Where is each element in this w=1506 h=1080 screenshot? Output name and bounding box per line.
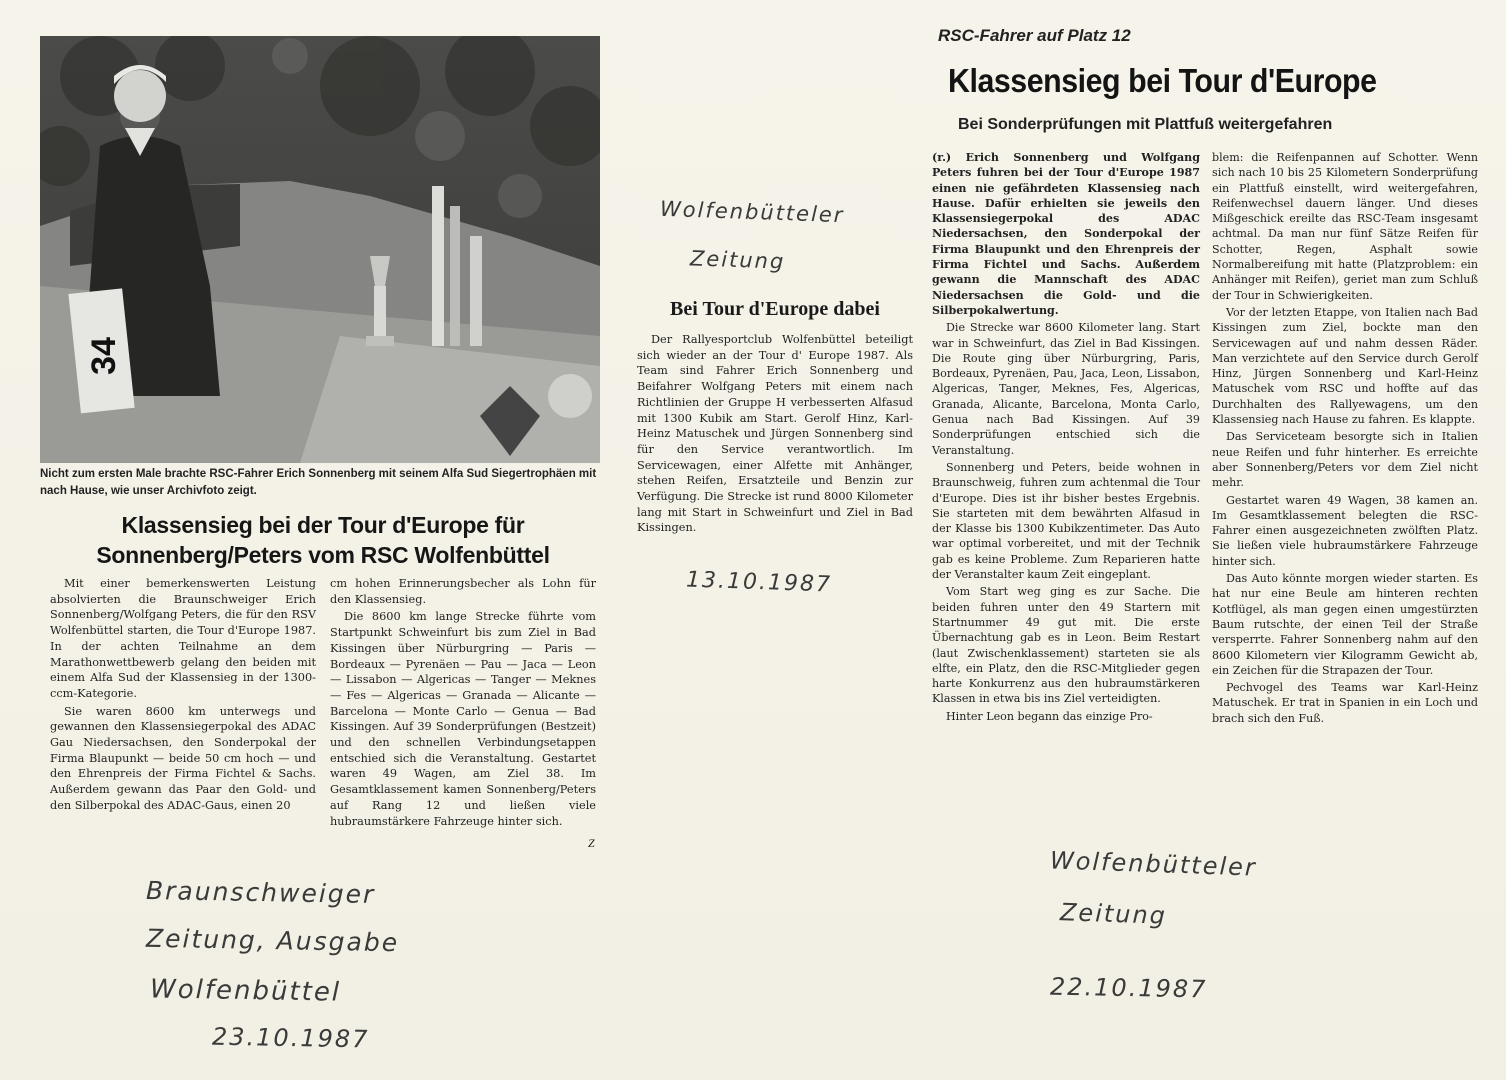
right-subheadline: Bei Sonderprüfungen mit Plattfuß weitergefahren <box>958 116 1333 133</box>
right-col-1 <box>932 150 1200 724</box>
handwriting-line: Wolfenbütteler <box>659 196 845 228</box>
right-headline: Klassensieg bei Tour d'Europe <box>948 62 1377 99</box>
paragraph: (r.) Erich Sonnenberg und Wolfgang Peters fuhren bei der Tour d'Europe 1987 einen nie gefährdeten Klassensieg nach Hause. Dafür erhielten sie jeweils den Klassensiegerpokal des ADAC Niedersachsen, den Sonderpokal der Firma Blaupunkt und den Ehrenpreis der Firma Fichtel und Sachs. Außerdem gewann die Mannschaft des ADAC Niedersachsen die Gold- und die Silberpokalwertung. <box>932 151 1200 317</box>
handwritten-date: 13.10.1987 <box>685 567 833 598</box>
paragraph: Das Auto könnte morgen wieder starten. Es hat nur eine Beule am hinteren rechten Kotflügel, als man gegen einen umgestürzten Baum rutschte, der einen Teil der Straße versperrte. Fahrer Sonnenberg nahm auf den 8600 Kilometern vier Kilogramm Gewicht ab, ein Zeichen für die Strapazen der Tour. <box>1212 572 1478 677</box>
middle-body <box>637 332 913 536</box>
handwritten-date: 22.10.1987 <box>1049 972 1208 1004</box>
paragraph: Vom Start weg ging es zur Sache. Die beiden fuhren unter den 49 Startern mit Startnummer 49 gut mit. Die erste Übernachtung gab es in Leon. Beim Restart (laut Zwischenklassement) starteten sie als elfte, ein Platz, den die RSC-Mitglieder gegen harte Konkurrenz aus den hubraumstärkeren Klassen in etwa bis ins Ziel verteidigten. <box>932 585 1200 706</box>
end-mark: Z <box>588 836 595 850</box>
handwriting-line: Braunschweiger <box>145 876 376 909</box>
paragraph: Mit einer bemerkenswerten Leistung absolvierten die Braunschweiger Erich Sonnenberg/Wolfgang Peters, die für den RSV Wolfenbüttel starten, die Tour d'Europe 1987. In der achten Teilnahme an dem Marathonwettbewerb gelang den beiden mit einem Alfa Sud der Klassensieg in der 1300-ccm-Kategorie. <box>50 577 316 700</box>
photo-caption: Nicht zum ersten Male brachte RSC-Fahrer Erich Sonnenberg mit seinem Alfa Sud Siegertrophäen mit nach Hause, wie unser Archivfoto zeigt. <box>40 468 597 497</box>
handwritten-date: 23.10.1987 <box>211 1022 370 1054</box>
paragraph: Sonnenberg und Peters, beide wohnen in Braunschweig, fuhren zum achtenmal die Tour d'Europe. Dies ist ihr bisher bestes Ergebnis. Sie starteten mit dem bewährten Alfasud in der Klasse bis 1300 Kubikzentimeter. Das Auto war optimal vorbereitet, und mit der Technik gab es keine Probleme. Zum Reparieren hatte der Veranstalter kaum Zeit eingeplant. <box>932 460 1200 582</box>
paragraph: blem: die Reifenpannen auf Schotter. Wenn sich nach 10 bis 25 Kilometern Sonderprüfung ein Plattfuß einstellt, wird weitergefahren, Reifenwechsel dauern länger. Und dieses Mißgeschick ereilte das RSC-Team insgesamt achtmal. Da man nur fünf Sätze Reifen für Schotter, Regen, Asphalt sowie Normalbereifung mit hatte (Platzproblem: ein Anhänger mit Reifen), geriet man zum Schluß der Tour in Schwierigkeiten. <box>1212 151 1478 302</box>
right-col-2 <box>1212 150 1478 726</box>
paragraph: Die Strecke war 8600 Kilometer lang. Start war in Schweinfurt, das Ziel in Bad Kissingen. Die Route ging über Nürburgring, Paris, Bordeaux, Pyrenäen, Pau, Jaca, Leon, Lissabon, Algericas, Tanger, Meknes, Fes, Algericas, Granada, Alicante, Barcelona, Monta Carlo, Genua nach Bad Kissingen. Auf 39 Sonderprüfungen entschied sich die Veranstaltung. <box>932 321 1200 457</box>
paragraph: Das Serviceteam besorgte sich in Italien neue Reifen und fuhr hinterher. Es erreichte aber Sonnenberg/Peters vor dem Ziel nicht mehr. <box>1212 430 1478 490</box>
left-col-1 <box>50 576 316 814</box>
paragraph: Pechvogel des Teams war Karl-Heinz Matuschek. Er trat in Spanien in ein Loch und brach sich den Fuß. <box>1212 681 1478 725</box>
paragraph: Der Rallyesportclub Wolfenbüttel beteiligt sich wieder an der Tour d' Europe 1987. Als Team sind Fahrer Erich Sonnenberg und Beifahrer Wolfgang Peters mit einem nach Richtlinien der Gruppe H verbesserten Alfasud mit 1300 Kubik am Start. Gerolf Hinz, Karl-Heinz Matuschek und Jürgen Sonnenberg sind für den Service verantwortlich. Im Servicewagen, einer Alfette mit Anhänger, stehen Reifen, Ersatzteile und Benzin zur Verfügung. Die Strecke ist rund 8000 Kilometer lang mit Start in Schweinfurt und Ziel in Bad Kissingen. <box>637 333 913 535</box>
paragraph: Gestartet waren 49 Wagen, 38 kamen an. Im Gesamtklassement belegten die RSC-Fahrer einen ausgezeichneten zwölften Platz. Sie ließen viele hubraumstärkere Fahrzeuge hinter sich. <box>1212 493 1478 568</box>
paragraph: Die 8600 km lange Strecke führte vom Startpunkt Schweinfurt bis zum Ziel in Bad Kissingen über Nürburgring — Paris — Bordeaux — Pyrenäen — Pau — Jaca — Leon — Lissabon — Algericas — Tanger — Meknes — Fes — Algericas — Granada — Alicante — Barcelona — Monte Carlo — Genua — Bad Kissingen. Auf 39 Sonderprüfungen (Bestzeit) und den schnellen Verbindungsetappen entschied sich die Veranstaltung. Gestartet waren 49 Wagen, am Ziel 38. Im Gesamtklassement kamen Sonnenberg/Peters auf Rang 12 und ließen viele hubraumstärkere Fahrzeuge hinter sich. <box>330 610 596 828</box>
right-kicker: RSC-Fahrer auf Platz 12 <box>938 26 1131 45</box>
paragraph: Sie waren 8600 km unterwegs und gewannen den Klassensiegerpokal des ADAC Gau Niedersachsen, den Sonderpokal der Firma Blaupunkt — beide 50 cm hoch — und den Ehrenpreis der Firma Fichtel & Sachs. Außerdem gewann das Paar den Gold- und den Silberpokal des ADAC-Gaus, einen 20 <box>50 704 316 812</box>
paragraph: cm hohen Erinnerungsbecher als Lohn für den Klassensieg. <box>330 577 596 606</box>
middle-headline: Bei Tour d'Europe dabei <box>670 298 880 320</box>
handwriting-line: Wolfenbütteler <box>1049 846 1258 882</box>
left-headline: Klassensieg bei der Tour d'Europe für Sonnenberg/Peters vom RSC Wolfenbüttel <box>96 512 550 568</box>
paragraph: Hinter Leon begann das einzige Pro- <box>946 709 1153 723</box>
archive-photo <box>40 36 600 463</box>
handwriting-line: Zeitung <box>689 246 786 274</box>
handwriting-line: Zeitung, Ausgabe <box>145 923 400 958</box>
handwriting-line: Zeitung <box>1059 898 1168 930</box>
left-col-2 <box>330 576 596 829</box>
paragraph: Vor der letzten Etappe, von Italien nach Bad Kissingen zum Ziel, bockte man den Servicewagen auf und nahm dessen Räder. Man verzichtete auf den Service durch Gerolf Hinz, Jürgen Sonnenberg und Karl-Heinz Matuschek vom RSC und hoffte auf das Durchhalten des Rallyewagens, um den Klassensieg nach Hause zu fahren. Es klappte. <box>1212 305 1478 427</box>
handwriting-line: Wolfenbüttel <box>149 974 342 1008</box>
car-number: 34 <box>85 337 123 375</box>
